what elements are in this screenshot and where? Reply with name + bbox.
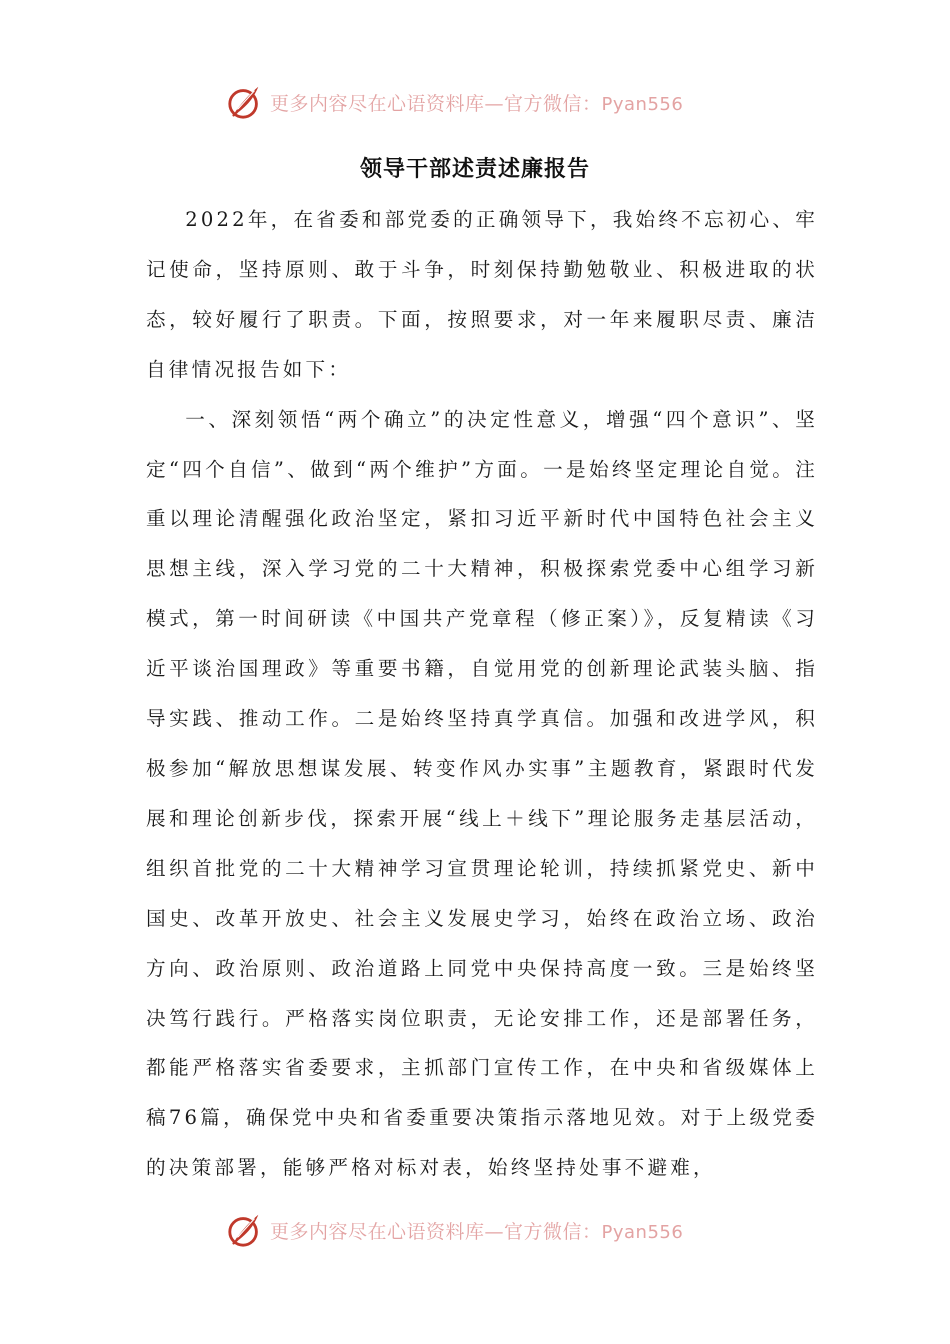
quill-pen-logo-icon [226, 1211, 264, 1249]
paragraph-section-one: 一、深刻领悟“两个确立”的决定性意义，增强“四个意识”、坚定“四个自信”、做到“两个维护”方面。一是始终坚定理论自觉。注重以理论清醒强化政治坚定，紧扣习近平新时代中国特色社会主义思想主线，深入学习党的二十大精神，积极探索党委中心组学习新模式，第一时间研读《中国共产党章程（修正案）》，反复精读《习近平谈治国理政》等重要书籍，自觉用党的创新理论武装头脑、指导实践、推动工作。二是始终坚持真学真信。加强和改进学风，积极参加“解放思想谋发展、转变作风办实事”主题教育，紧跟时代发展和理论创新步伐，探索开展“线上＋线下”理论服务走基层活动，组织首批党的二十大精神学习宣贯理论轮训，持续抓紧党史、新中国史、改革开放史、社会主义发展史学习，始终在政治立场、政治方向、政治原则、政治道路上同党中央保持高度一致。三是始终坚决笃行践行。严格落实岗位职责，无论安排工作，还是部署任务，都能严格落实省委要求，主抓部门宣传工作，在中央和省级媒体上稿76篇，确保党中央和省委重要决策指示落地见效。对于上级党委的决策部署，能够严格对标对表，始终坚持处事不避难， [146, 407, 818, 1180]
watermark-footer [226, 1210, 683, 1250]
document-body [146, 195, 818, 1193]
watermark-text: 更多内容尽在心语资料库—官方微信：Pyan556 [270, 1220, 684, 1243]
watermark-wechat-id: Pyan556 [601, 93, 684, 115]
watermark-wechat-id: Pyan556 [601, 1221, 684, 1243]
paragraph-intro: 2022年，在省委和部党委的正确领导下，我始终不忘初心、牢记使命，坚持原则、敢于斗争，时刻保持勤勉敬业、积极进取的状态，较好履行了职责。下面，按照要求，对一年来履职尽责、廉洁自律情况报告如下： [146, 208, 818, 381]
watermark-text: 更多内容尽在心语资料库—官方微信：Pyan556 [270, 92, 684, 115]
document-title: 领导干部述责述廉报告 [359, 156, 590, 182]
quill-pen-logo-icon [226, 83, 264, 121]
watermark-header [226, 82, 683, 122]
